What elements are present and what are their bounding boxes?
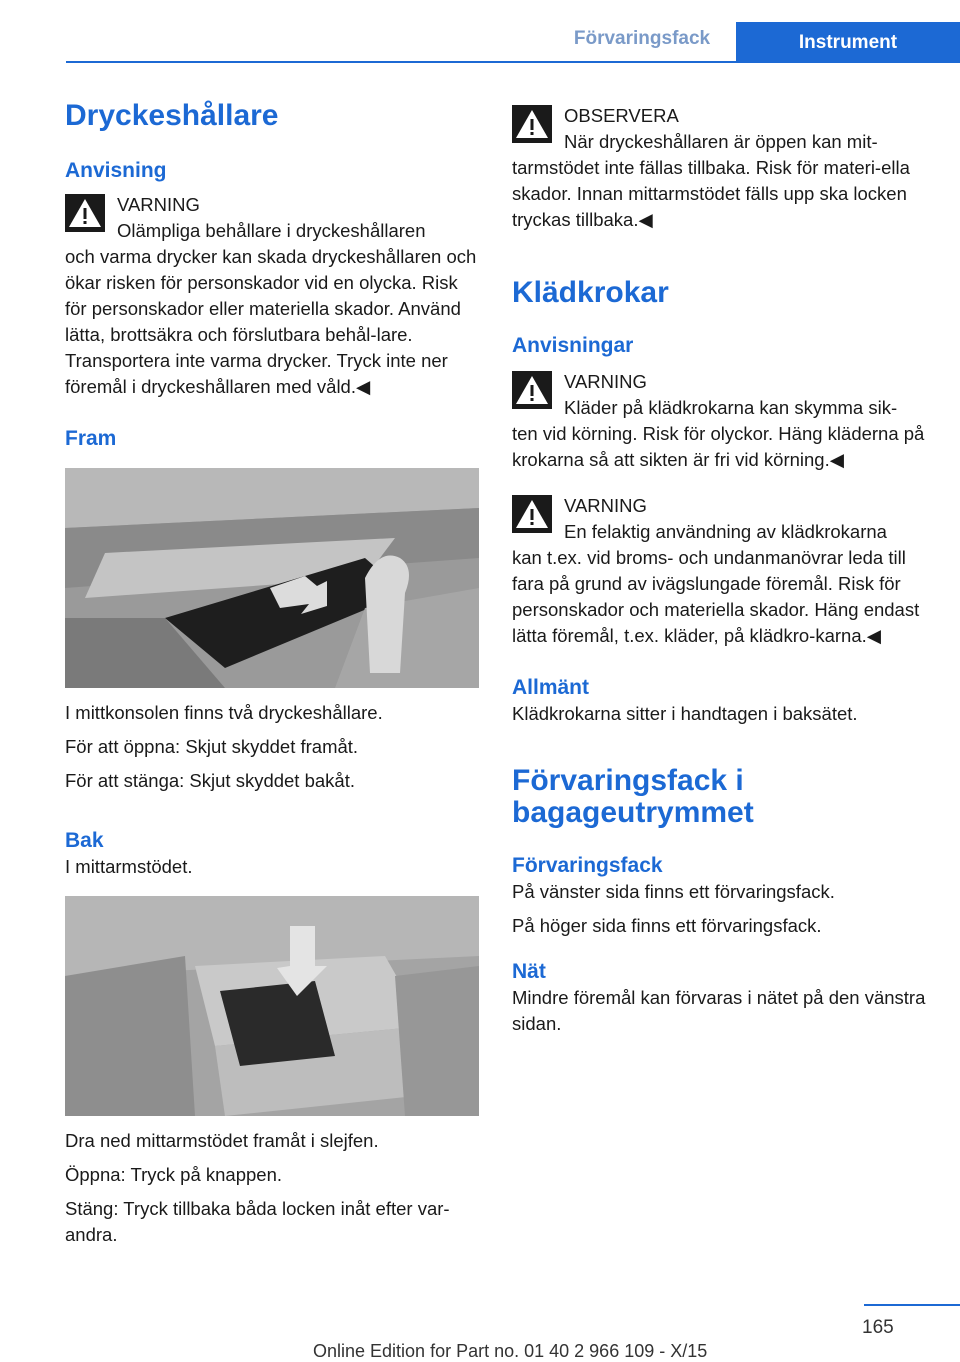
warning-label: VARNING (564, 495, 647, 516)
warning-icon (512, 371, 552, 409)
header-section: Förvaringsfack (573, 28, 711, 49)
fack-paragraph-2: På höger sida finns ett förvaringsfack. (512, 915, 822, 936)
front-cupholder-image (65, 468, 479, 688)
heading-bak: Bak (65, 829, 104, 852)
rear-armrest-image (65, 896, 479, 1116)
warning-box (512, 369, 926, 473)
warning-icon (512, 495, 552, 533)
notice-label: OBSERVERA (564, 105, 679, 126)
warning-box (512, 493, 926, 649)
warning-label: VARNING (117, 194, 200, 215)
bak-paragraph-2: Dra ned mittarmstödet framåt i slejfen. (65, 1130, 379, 1151)
warning-first-line: Kläder på klädkrokarna kan skymma sik‐ (564, 397, 898, 418)
right-column (512, 103, 926, 1037)
notice-first-line: När dryckeshållaren är öppen kan mit‐ (564, 131, 878, 152)
warning-first-line: En felaktig användning av klädkrokarna (564, 521, 887, 542)
heading-fram: Fram (65, 427, 117, 450)
nat-paragraph: Mindre föremål kan förvaras i nätet på den vänstra sidan. (512, 987, 926, 1034)
bak-paragraph-3: Öppna: Tryck på knappen. (65, 1164, 282, 1185)
bak-paragraph-4: Stäng: Tryck tillbaka båda locken inåt efter var‐andra. (65, 1198, 450, 1245)
heading-anvisningar: Anvisningar (512, 334, 634, 357)
footer-rule (864, 1304, 960, 1306)
warning-text: ten vid körning. Risk för olyckor. Häng kläderna på krokarna så att sikten är fri vid körning.◀ (512, 423, 925, 470)
warning-box (65, 192, 479, 400)
warning-text: och varma drycker kan skada dryckeshållaren och ökar risken för personskador vid en olycka. Risk för personskador eller materiella skador. Använd lätta, brottsäkra och förslutbara behål‐lare. Transportera inte varma drycker. Tryck inte ner föremål i dryckeshållaren med våld.◀ (65, 246, 477, 397)
heading-nat: Nät (512, 960, 546, 983)
warning-text: kan t.ex. vid broms- och undanmanövrar leda till fara på grund av ivägslungade föremål. Risk för personskador och materiella skador. Häng endast lätta föremål, t.ex. kläder, på klädkro‐karna.◀ (512, 547, 920, 646)
title-dryckeshallare: Dryckeshållare (65, 99, 279, 132)
left-column (65, 100, 479, 1248)
title-forvaringsfack-bagage: Förvaringsfack i bagageutrymmet (512, 764, 754, 829)
notice-box (512, 103, 926, 233)
heading-anvisning: Anvisning (65, 159, 167, 182)
page-number: 165 (862, 1317, 894, 1338)
fack-paragraph-1: På vänster sida finns ett förvaringsfack. (512, 881, 835, 902)
warning-icon (512, 105, 552, 143)
footer-edition: Online Edition for Part no. 01 40 2 966 109 - X/15 (313, 1341, 708, 1361)
heading-forvaringsfack: Förvaringsfack (512, 854, 663, 877)
notice-text: tarmstödet inte fällas tillbaka. Risk för materi‐ella skador. Innan mittarmstödet fälls upp ska locken tryckas tillbaka.◀ (512, 157, 910, 230)
header-chapter-tab[interactable]: Instrument (736, 22, 960, 62)
warning-label: VARNING (564, 371, 647, 392)
allmant-paragraph: Klädkrokarna sitter i handtagen i baksätet. (512, 703, 858, 724)
warning-icon (65, 194, 105, 232)
bak-paragraph-1: I mittarmstödet. (65, 856, 193, 877)
fram-paragraph-2: För att öppna: Skjut skyddet framåt. (65, 736, 359, 757)
fram-paragraph-3: För att stänga: Skjut skyddet bakåt. (65, 770, 355, 791)
heading-allmant: Allmänt (512, 676, 590, 699)
warning-first-line: Olämpliga behållare i dryckeshållaren (117, 220, 426, 241)
title-kladkrokar: Klädkrokar (512, 276, 669, 309)
fram-paragraph-1: I mittkonsolen finns två dryckeshållare. (65, 702, 383, 723)
